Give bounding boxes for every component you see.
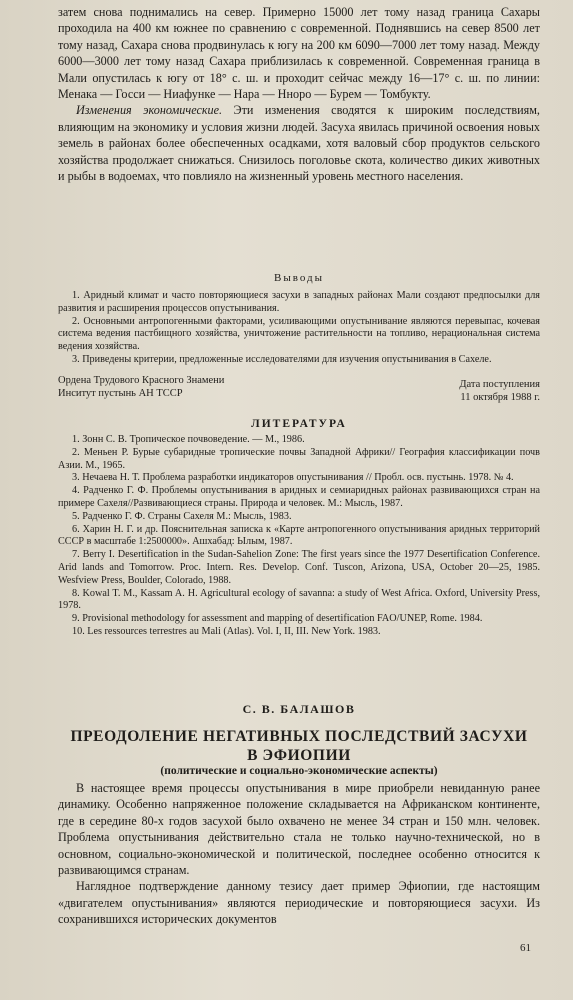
reference-item: 10. Les ressources terrestres au Mali (Atlas). Vol. I, II, III. New York. 1983. (72, 625, 381, 637)
conclusion-item: 2. Основными антропогенными факторами, усиливающими опустынивание являются перевыпас, кочевая система ведения пастбищного хозяйства, уничтожение растительности на топливо, нерациональная система ведения хозяйства. (58, 315, 540, 353)
reference-item: 9. Provisional methodology for assessment and mapping of desertification FAO/UNEP, Rome. 1984. (72, 613, 483, 625)
conclusion-item: 1. Аридный климат и часто повторяющиеся засухи в западных районах Мали создают предпосылки для развития и расширения процессов опустынивания. (58, 290, 540, 314)
reference-item: 3. Нечаева Н. Т. Проблема разработки индикаторов опустынивания // Пробл. осв. пустынь. 1978. № 4. (72, 472, 514, 484)
affiliation-line: Инситут пустынь АН ТССР (58, 387, 183, 399)
reference-item: 6. Харин Н. Г. и др. Пояснительная записка к «Карте антропогенного опустынивания аридных территорий СССР в масштабе 1:2500000». Ашхабад: Ылым, 1987. (58, 523, 540, 548)
conclusion-item: 3. Приведены критерии, предложенные исследователями для изучения опустынивания в Сахеле. (72, 353, 492, 365)
reference-item: 8. Kowal T. M., Kassam A. H. Agricultural ecology of savanna: a study of West Africa. Oxford, University Press, 1978. (58, 587, 540, 612)
conclusions-heading: Выводы (273, 272, 325, 284)
received-date: 11 октября 1988 г. (460, 391, 540, 403)
literature-heading: ЛИТЕРАТУРА (251, 418, 347, 430)
article-author: С. В. БАЛАШОВ (242, 702, 356, 716)
conclusions-section (58, 272, 540, 404)
reference-item: 7. Berry I. Desertification in the Sudan-Sahelion Zone: The first years since the 1977 Desertification Conference. Arid lands and Tomorrow. Proc. Intern. Res. Develop. Conf. Tuscon, Arizona, USA, October 20—25, 1985. Wesfview Press, Boulder, Colorado, 1988. (58, 549, 540, 586)
article-title-line: ПРЕОДОЛЕНИЕ НЕГАТИВНЫХ ПОСЛЕДСТВИЙ ЗАСУХИ (70, 728, 528, 745)
reference-item: 5. Радченко Г. Ф. Страны Сахеля М.: Мысль, 1983. (72, 510, 292, 522)
affiliation-line: Ордена Трудового Красного Знамени (58, 374, 225, 386)
body-paragraph: Наглядное подтверждение данному тезису дает пример Эфиопии, где настоящим «двигателем опустынивания» являются периодические и повторяющиеся засухи. Из сохранившихся исторических документов (58, 879, 540, 927)
econ-lead: Изменения экономические. (76, 103, 223, 118)
intro-section (58, 4, 540, 184)
article-subtitle: (политические и социально-экономические аспекты) (160, 765, 438, 777)
reference-item: 4. Радченко Г. Ф. Проблемы опустынивания в аридных и семиаридных районах развивающихся стран на примере Сахеля//Развивающиеся страны. Природа и человек. М.: Мысль, 1987. (58, 485, 540, 509)
reference-item: 1. Зонн С. В. Тропическое почвоведение. — М., 1986. (72, 434, 305, 445)
paragraph-economic-changes (58, 102, 540, 184)
received-label: Дата поступления (459, 378, 540, 390)
reference-item: 2. Меньен Р. Бурые субаридные тропические почвы Западной Африки// География классификации почв Азии. М., 1965. (58, 446, 540, 471)
paragraph-sahara-border: затем снова поднимались на север. Примерно 15000 лет тому назад граница Сахары проходила на 400 км южнее по сравнению с современной. Поднявшись на север 8500 лет тому назад, Сахара снова продвинулась к югу на 200 км 6090—7000 лет тому назад. Между 6000—3000 лет тому назад Сахара приблизилась к современной. Современная граница в Мали опустилась к югу от 18° с. ш. и проходит сейчас между 16—17° с. ш. по линии: Менака — Госси — Ниафунке — Нара — Нноро — Бурем — Томбукту. (58, 5, 540, 102)
body-paragraph: В настоящее время процессы опустынивания в мире приобрели невиданную ранее динамику. Особенно напряженное положение складывается на Африканском континенте, где в середине 80-х годов засухой было охвачено не менее 34 стран и 150 млн. человек. Проблема опустынивания действительно стала не только научно-технической, но в основном, социально-экономической и политической, последнее особенно относится к развивающимся странам. (58, 781, 540, 878)
affiliation-block (58, 374, 540, 404)
econ-text: Эти изменения сводятся к широким последствиям, влияющим на экономику и условия жизни людей. Засуха явилась причиной освоения новых земель в районах более обеспеченных осадками, хотя валовый сбор продуктов сельского хозяйства продолжает снижаться. Снизилось поголовье скота, количество диких животных и рыбы в водоемах, что повлияло на жизненный уровень местного населения. (58, 103, 540, 184)
article-header (58, 702, 540, 777)
literature-section (58, 418, 540, 639)
page-number: 61 (520, 942, 531, 954)
article-body (58, 780, 540, 928)
article-title-line: В ЭФИОПИИ (247, 747, 351, 764)
